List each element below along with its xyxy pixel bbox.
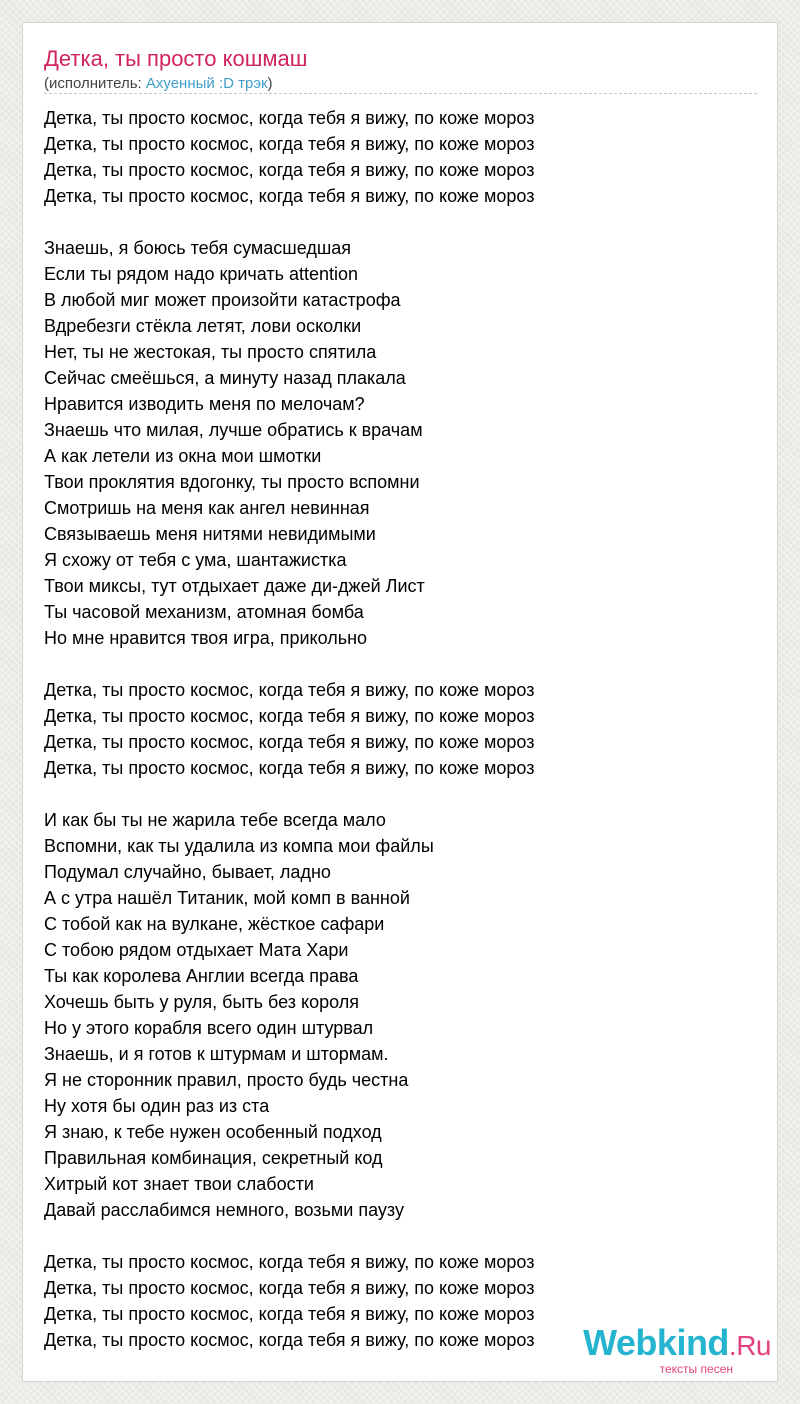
- lyric-line: Твои проклятия вдогонку, ты просто вспомни: [44, 472, 420, 492]
- lyric-line: Детка, ты просто космос, когда тебя я вижу, по коже мороз: [44, 1330, 535, 1350]
- lyric-line: Сейчас смеёшься, а минуту назад плакала: [44, 368, 406, 388]
- dashed-divider: [44, 93, 757, 94]
- lyric-line: Я не сторонник правил, просто будь честна: [44, 1070, 409, 1090]
- lyric-line: С тобой как на вулкане, жёсткое сафари: [44, 914, 385, 934]
- lyric-line: Смотришь на меня как ангел невинная: [44, 498, 370, 518]
- lyric-line: Детка, ты просто космос, когда тебя я вижу, по коже мороз: [44, 758, 535, 778]
- lyric-line: Связываешь меня нитями невидимыми: [44, 524, 376, 544]
- watermark-tld: .Ru: [728, 1330, 771, 1361]
- lyric-line: Я схожу от тебя с ума, шантажистка: [44, 550, 347, 570]
- lyric-line: Но у этого корабля всего один штурвал: [44, 1018, 374, 1038]
- lyric-line: С тобою рядом отдыхает Мата Хари: [44, 940, 349, 960]
- lyric-line: Нравится изводить меня по мелочам?: [44, 394, 365, 414]
- lyric-line: Вдребезги стёкла летят, лови осколки: [44, 316, 362, 336]
- lyric-line: Детка, ты просто космос, когда тебя я вижу, по коже мороз: [44, 1278, 535, 1298]
- lyric-line: Детка, ты просто космос, когда тебя я вижу, по коже мороз: [44, 706, 535, 726]
- lyric-line: Знаешь, я боюсь тебя сумасшедшая: [44, 238, 352, 258]
- lyric-line: Правильная комбинация, секретный код: [44, 1148, 383, 1168]
- lyrics-stanza: [44, 105, 764, 209]
- artist-suffix: ): [267, 75, 273, 92]
- lyric-line: Если ты рядом надо кричать attention: [44, 264, 359, 284]
- lyric-line: Ну хотя бы один раз из ста: [44, 1096, 270, 1116]
- watermark-brand-name: Webkind: [583, 1322, 729, 1363]
- artist-line: [44, 74, 273, 94]
- lyrics-body: [44, 105, 764, 1379]
- lyric-line: Хитрый кот знает твои слабости: [44, 1174, 314, 1194]
- lyric-line: Ты как королева Англии всегда права: [44, 966, 359, 986]
- lyric-line: Я знаю, к тебе нужен особенный подход: [44, 1122, 382, 1142]
- lyric-line: В любой миг может произойти катастрофа: [44, 290, 401, 310]
- lyric-line: А с утра нашёл Титаник, мой комп в ванной: [44, 888, 410, 908]
- lyric-line: Детка, ты просто космос, когда тебя я вижу, по коже мороз: [44, 134, 535, 154]
- lyric-line: И как бы ты не жарила тебе всегда мало: [44, 810, 386, 830]
- lyric-line: Детка, ты просто космос, когда тебя я вижу, по коже мороз: [44, 108, 535, 128]
- lyrics-stanza: [44, 807, 764, 1223]
- lyric-line: Твои миксы, тут отдыхает даже ди-джей Лист: [44, 576, 425, 596]
- artist-link[interactable]: Ахуенный :D трэк: [145, 75, 268, 92]
- lyric-line: Хочешь быть у руля, быть без короля: [44, 992, 359, 1012]
- lyric-line: Детка, ты просто космос, когда тебя я вижу, по коже мороз: [44, 732, 535, 752]
- lyrics-stanza: [44, 235, 764, 651]
- song-title: Детка, ты просто кошмаш: [44, 46, 308, 71]
- lyric-line: Детка, ты просто космос, когда тебя я вижу, по коже мороз: [44, 1304, 535, 1324]
- lyric-line: Нет, ты не жестокая, ты просто спятила: [44, 342, 377, 362]
- lyric-line: Детка, ты просто космос, когда тебя я вижу, по коже мороз: [44, 160, 535, 180]
- lyric-line: Знаешь, и я готов к штурмам и штормам.: [44, 1044, 389, 1064]
- lyric-line: Но мне нравится твоя игра, прикольно: [44, 628, 368, 648]
- lyrics-card: [22, 22, 778, 1382]
- lyrics-stanza: [44, 677, 764, 781]
- lyric-line: Детка, ты просто космос, когда тебя я вижу, по коже мороз: [44, 680, 535, 700]
- watermark-tagline: тексты песен: [659, 1362, 733, 1376]
- lyric-line: Детка, ты просто космос, когда тебя я вижу, по коже мороз: [44, 1252, 535, 1272]
- lyric-line: Давай расслабимся немного, возьми паузу: [44, 1200, 404, 1220]
- artist-prefix: (исполнитель:: [44, 75, 146, 92]
- lyric-line: Знаешь что милая, лучше обратись к врачам: [44, 420, 423, 440]
- lyric-line: Детка, ты просто космос, когда тебя я вижу, по коже мороз: [44, 186, 535, 206]
- lyric-line: А как летели из окна мои шмотки: [44, 446, 322, 466]
- lyric-line: Вспомни, как ты удалила из компа мои файлы: [44, 836, 434, 856]
- lyrics-stanza: [44, 1249, 764, 1353]
- lyric-line: Ты часовой механизм, атомная бомба: [44, 602, 364, 622]
- lyric-line: Подумал случайно, бывает, ладно: [44, 862, 331, 882]
